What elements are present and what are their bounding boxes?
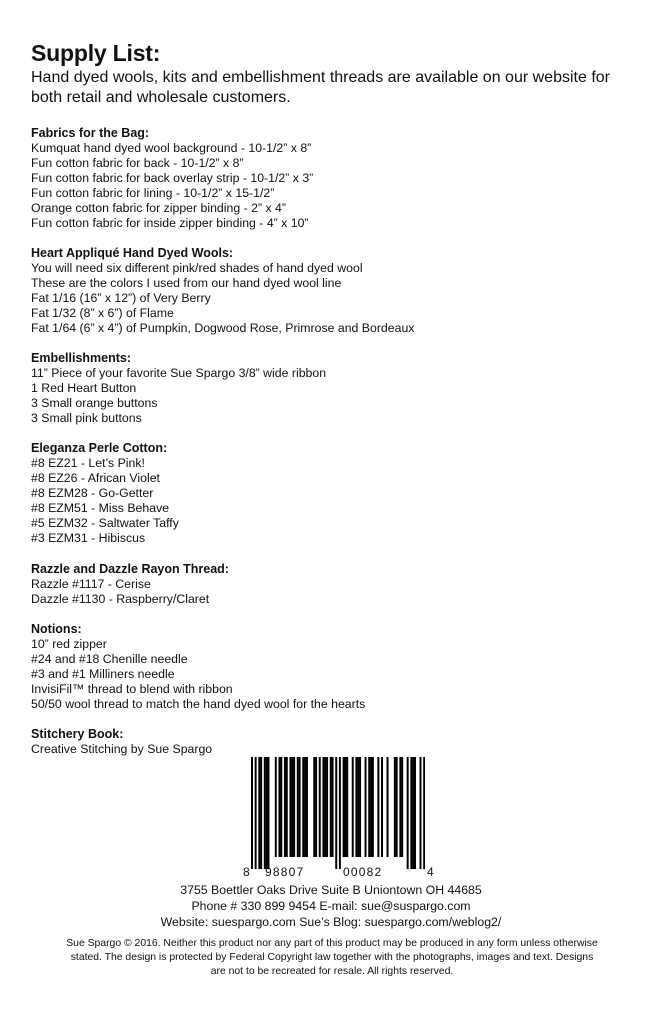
barcode-bar <box>368 757 370 857</box>
list-item: #8 EZM28 - Go-Getter <box>31 486 154 500</box>
barcode-bar <box>344 757 346 857</box>
barcode-check-digit: 4 <box>427 865 434 879</box>
contact-phone-email: Phone # 330 899 9454 E-mail: sue@suspargo.com <box>191 899 471 913</box>
item-list <box>31 456 179 546</box>
list-item: Fun cotton fabric for back - 10-1/2” x 8” <box>31 156 244 170</box>
list-item: Kumquat hand dyed wool background - 10-1/2” x 8” <box>31 141 312 155</box>
contact-address: 3755 Boettler Oaks Drive Suite B Uniontown OH 44685 <box>180 883 482 897</box>
barcode-bar <box>260 757 262 869</box>
barcode-bar <box>394 757 396 857</box>
section-heading: Notions: <box>31 622 82 636</box>
list-item: 1 Red Heart Button <box>31 381 137 395</box>
list-item: Fun cotton fabric for back overlay strip - 10-1/2” x 3” <box>31 171 314 185</box>
section-stitchery-book <box>31 727 212 757</box>
list-item: #8 EZM51 - Miss Behave <box>31 501 170 515</box>
barcode-bar <box>355 757 357 857</box>
barcode-bar <box>286 757 288 857</box>
barcode-bar <box>297 757 299 857</box>
item-list <box>31 742 212 757</box>
list-item: 50/50 wool thread to match the hand dyed wool for the hearts <box>31 697 366 711</box>
barcode-bar <box>339 757 341 869</box>
section-heading: Stitchery Book: <box>31 727 124 741</box>
upc-barcode <box>243 757 434 879</box>
list-item: #24 and #18 Chenille needle <box>31 652 188 666</box>
barcode-bar <box>387 757 389 857</box>
list-item: Fat 1/32 (8” x 6”) of Flame <box>31 306 174 320</box>
section-heading: Fabrics for the Bag: <box>31 126 150 140</box>
barcode-bar <box>423 757 425 869</box>
barcode-bar <box>330 757 332 857</box>
list-item: Orange cotton fabric for zipper binding - 2” x 4” <box>31 201 286 215</box>
barcode-bar <box>291 757 293 857</box>
barcode-bar <box>332 757 334 857</box>
barcode-bar <box>278 757 280 857</box>
barcode-bar <box>266 757 268 869</box>
list-item: Dazzle #1130 - Raspberry/Claret <box>31 592 210 606</box>
section-heading: Heart Appliqué Hand Dyed Wools: <box>31 246 234 260</box>
item-list <box>31 577 229 607</box>
barcode-bar <box>315 757 317 857</box>
barcode-bar <box>251 757 253 869</box>
item-list <box>31 141 313 231</box>
barcode-bar <box>365 757 367 857</box>
section-heading: Embellishments: <box>31 351 132 365</box>
barcode-bar <box>289 757 291 857</box>
barcode-bar <box>420 757 422 869</box>
list-item: Fun cotton fabric for inside zipper binding - 4” x 10” <box>31 216 309 230</box>
list-item: #3 and #1 Milliners needle <box>31 667 175 681</box>
item-list <box>31 637 365 712</box>
barcode-bar <box>414 757 416 869</box>
section-embellishments <box>31 351 326 426</box>
item-list <box>31 261 414 336</box>
barcode-bar <box>267 757 269 869</box>
list-item: These are the colors I used from our hand dyed wool line <box>31 276 342 290</box>
contact-web: Website: suespargo.com Sue’s Blog: suespargo.com/weblog2/ <box>160 915 502 929</box>
barcode-bar <box>343 757 345 857</box>
list-item: Fat 1/64 (6” x 4”) of Pumpkin, Dogwood Rose, Primrose and Bordeaux <box>31 321 415 335</box>
list-item: Razzle #1117 - Cerise <box>31 577 151 591</box>
barcode-bar <box>313 757 315 857</box>
barcode-bar <box>280 757 282 857</box>
item-list <box>31 366 326 426</box>
list-item: 3 Small pink buttons <box>31 411 142 425</box>
barcode-bar <box>377 757 379 857</box>
list-item: #5 EZM32 - Saltwater Taffy <box>31 516 179 530</box>
barcode-bar <box>264 757 266 869</box>
section-rayon-thread <box>31 562 229 607</box>
barcode-bar <box>299 757 301 857</box>
barcode-right-digits: 00082 <box>343 865 383 879</box>
section-fabrics <box>31 126 313 231</box>
list-item: InvisiFil™ thread to blend with ribbon <box>31 682 233 696</box>
barcode-bar <box>324 757 326 857</box>
barcode-bar <box>412 757 414 869</box>
list-item: #3 EZM31 - Hibiscus <box>31 531 146 545</box>
list-item: Fun cotton fabric for lining - 10-1/2” x 15-1/2” <box>31 186 275 200</box>
barcode-bar <box>306 757 308 857</box>
barcode-bar <box>401 757 403 857</box>
intro-text: Hand dyed wools, kits and embellishment threads are available on our website for both retail and wholesale customers. <box>31 69 610 106</box>
page-title: Supply List: <box>31 40 161 66</box>
barcode-digits <box>243 865 434 879</box>
barcode-bar <box>352 757 354 857</box>
barcode-bar <box>322 757 324 857</box>
barcode-number-system-digit: 8 <box>243 865 250 879</box>
section-eleganza-perle-cotton <box>31 441 179 546</box>
barcode-bar <box>275 757 277 857</box>
barcode-bar <box>255 757 257 869</box>
barcode-bar <box>357 757 359 857</box>
barcode-bar <box>396 757 398 857</box>
barcode-bar <box>370 757 372 857</box>
barcode-left-digits: 98807 <box>265 865 305 879</box>
barcode-bar <box>399 757 401 857</box>
barcode-bar <box>258 757 260 869</box>
barcode-bar <box>407 757 409 869</box>
list-item: 11” Piece of your favorite Sue Spargo 3/8” wide ribbon <box>31 366 327 380</box>
barcode-bar <box>381 757 383 857</box>
list-item: 10” red zipper <box>31 637 107 651</box>
barcode-bars <box>251 757 425 869</box>
copyright-notice: Sue Spargo © 2016. Neither this product nor any part of this product may be produced in any form unless otherwise stated. The design is protected by Federal Copyright law together with the photographs, images and text. Designs are not to be recreated for resale. All rights reserved. <box>66 938 598 977</box>
barcode-bar <box>410 757 412 869</box>
list-item: You will need six different pink/red shades of hand dyed wool <box>31 261 363 275</box>
section-heart-applique-wools <box>31 246 414 336</box>
list-item: #8 EZ21 - Let’s Pink! <box>31 456 145 470</box>
list-item: Creative Stitching by Sue Spargo <box>31 742 213 756</box>
barcode-bar <box>372 757 374 857</box>
barcode-bar <box>284 757 286 857</box>
section-heading: Razzle and Dazzle Rayon Thread: <box>31 562 229 576</box>
barcode-bar <box>359 757 361 857</box>
barcode-bar <box>302 757 304 857</box>
section-notions <box>31 622 365 712</box>
barcode-bar <box>346 757 348 857</box>
list-item: Fat 1/16 (16” x 12”) of Very Berry <box>31 291 211 305</box>
list-item: #8 EZ26 - African Violet <box>31 471 160 485</box>
section-heading: Eleganza Perle Cotton: <box>31 441 168 455</box>
barcode-bar <box>319 757 321 857</box>
barcode-bar <box>335 757 337 869</box>
barcode-bar <box>293 757 295 857</box>
list-item: 3 Small orange buttons <box>31 396 158 410</box>
barcode-bar <box>326 757 328 857</box>
barcode-bar <box>304 757 306 857</box>
